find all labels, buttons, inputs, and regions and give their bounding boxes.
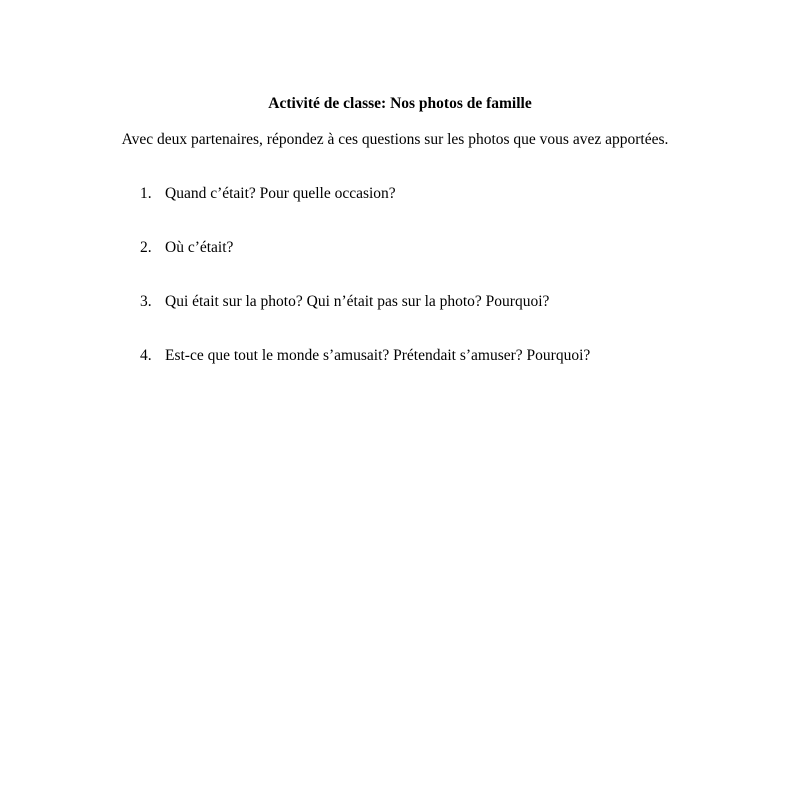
question-text: Est-ce que tout le monde s’amusait? Prétendait s’amuser? Pourquoi? [165,347,591,364]
document-title: Activité de classe: Nos photos de famille [268,95,532,112]
question-text: Où c’était? [165,239,234,256]
question-number: 1. [140,185,152,202]
question-number: 3. [140,293,152,310]
question-text: Quand c’était? Pour quelle occasion? [165,185,396,202]
question-number: 4. [140,347,152,364]
question-text: Qui était sur la photo? Qui n’était pas sur la photo? Pourquoi? [165,293,550,310]
question-number: 2. [140,239,152,256]
instructions-text: Avec deux partenaires, répondez à ces questions sur les photos que vous avez apportées. [121,131,669,148]
